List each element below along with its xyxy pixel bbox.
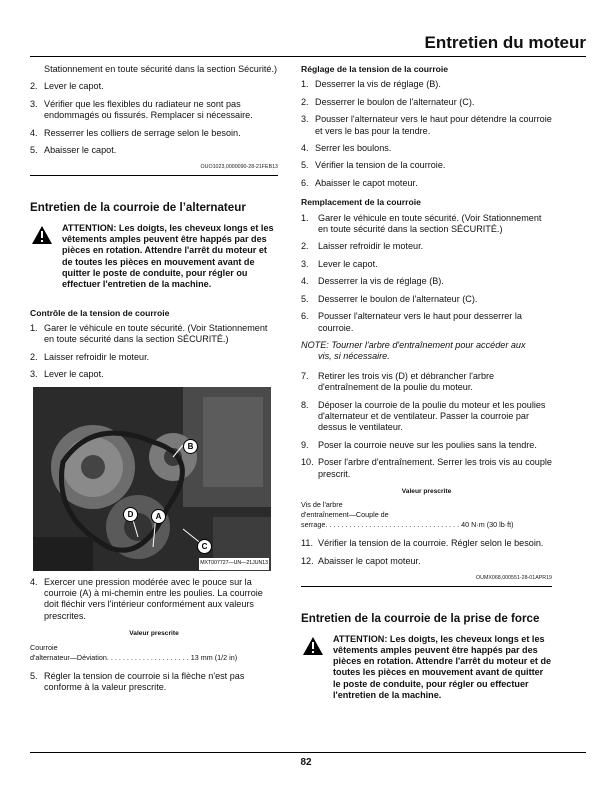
list-item xyxy=(301,97,552,108)
spec-line: d'entraînement—Couple de xyxy=(301,510,389,520)
step-text: Retirer les trois vis (D) et débrancher l'arbre d'entraînement de la poulie du moteur. xyxy=(318,370,495,393)
list-item xyxy=(301,276,552,287)
intro-steps xyxy=(30,81,278,156)
list-item xyxy=(301,213,552,236)
callout-label: D xyxy=(123,507,138,522)
step-4 xyxy=(30,577,278,623)
photo-caption: MXT007727—UN—21JUN13 xyxy=(199,558,269,569)
section-divider xyxy=(30,175,278,176)
step-text: Laisser refroidir le moteur. xyxy=(44,351,150,362)
list-item xyxy=(301,160,552,171)
step-number: 4. xyxy=(301,276,309,287)
step-number: 1. xyxy=(301,212,309,223)
step-text: Poser la courroie neuve sur les poulies sans la tendre. xyxy=(318,439,537,450)
page-title: Entretien du moteur xyxy=(424,33,586,52)
step-number: 3. xyxy=(30,369,38,380)
step-number: 3. xyxy=(30,98,38,109)
spec-line: Vis de l'arbre xyxy=(301,500,343,510)
step-number: 8. xyxy=(301,399,309,410)
list-item xyxy=(30,81,278,92)
step-text: Desserrer le boulon de l'alternateur (C). xyxy=(318,293,478,304)
list-item xyxy=(30,99,278,122)
engine-photo xyxy=(33,387,271,571)
list-item xyxy=(30,145,278,156)
step-text: Exercer une pression modérée avec le pouce sur la courroie (A) à mi-chemin entre les poulies. La courroie doit fléchir vers l'intérieur conformément aux valeurs prescrites. xyxy=(44,576,263,621)
spec-line: Courroie xyxy=(30,642,58,652)
step-number: 4. xyxy=(30,127,38,138)
step-number: 7. xyxy=(301,370,309,381)
list-item xyxy=(30,369,278,380)
list-item xyxy=(301,556,552,567)
page-number: 82 xyxy=(300,757,312,768)
header-rule xyxy=(30,56,586,57)
list-item xyxy=(301,311,552,334)
callout-label: A xyxy=(151,509,166,524)
callout-label: C xyxy=(197,539,212,554)
step-text: Pousser l'alternateur vers le haut pour détendre la courroie et vers le bas pour la tendre. xyxy=(315,114,552,136)
engine-illustration xyxy=(33,387,271,571)
step-text: Vérifier que les flexibles du radiateur ne sont pas endommagés ou fissurés. Remplacer si nécessaire. xyxy=(44,98,253,121)
list-item xyxy=(30,671,278,694)
list-item xyxy=(301,178,552,189)
step-number: 4. xyxy=(301,143,309,154)
spec-line: serrage. . . . . . . . . . . . . . . . . . . . . . . . . . . . . . . . . . 40 N·m (30 lb·ft) xyxy=(301,520,514,530)
warning-block xyxy=(30,223,278,291)
step-text: Serrer les boulons. xyxy=(315,143,392,154)
subheading-tension-adjust: Réglage de la tension de la courroie xyxy=(301,64,449,74)
list-item xyxy=(301,400,552,434)
step-text: Abaisser le capot moteur. xyxy=(318,555,421,566)
step-number: 3. xyxy=(301,258,309,269)
step-text: Abaisser le capot. xyxy=(44,145,117,156)
step-number: 1. xyxy=(301,79,309,90)
list-item xyxy=(301,241,552,252)
reference-code: OUMX068,000551-28-01APR19 xyxy=(476,575,552,582)
step-number: 5. xyxy=(30,670,38,681)
step-text: Garer le véhicule en toute sécurité. (Voir Stationnement en toute sécurité dans la section SÉCURITÉ.) xyxy=(44,323,268,345)
tension-check-steps xyxy=(30,323,278,381)
step-number: 1. xyxy=(30,323,38,334)
step-text: Abaisser le capot moteur. xyxy=(315,177,418,188)
step-number: 5. xyxy=(301,160,309,171)
step-text: Lever le capot. xyxy=(44,369,104,380)
step-number: 9. xyxy=(301,439,309,450)
step-number: 2. xyxy=(301,241,309,252)
footer-rule xyxy=(30,752,586,753)
replacement-steps xyxy=(301,213,552,334)
note-line: vis, si nécessaire. xyxy=(318,351,390,362)
subheading-replacement: Remplacement de la courroie xyxy=(301,197,421,208)
step-text: Vérifier la tension de la courroie. xyxy=(315,160,446,171)
spec-line: d'alternateur—Déviation. . . . . . . . . . . . . . . . . . . . . 13 mm (1/2 in) xyxy=(30,652,238,662)
list-item xyxy=(301,294,552,305)
step-number: 2. xyxy=(30,81,38,92)
list-item xyxy=(301,143,552,154)
step-text: Régler la tension de courroie si la flèche n'est pas conforme à la valeur prescrite. xyxy=(44,670,245,693)
step-number: 5. xyxy=(30,145,38,156)
list-item xyxy=(301,371,552,394)
step-5 xyxy=(30,671,278,694)
list-item xyxy=(301,538,552,549)
step-text: Desserrer le boulon de l'alternateur (C). xyxy=(315,96,475,107)
step-number: 11. xyxy=(301,538,313,549)
step-number: 12. xyxy=(301,555,314,566)
list-item xyxy=(301,457,552,480)
step-text: Pousser l'alternateur vers le haut pour desserrer la courroie. xyxy=(318,311,522,333)
step-number: 4. xyxy=(30,576,38,587)
intro-continuation: Stationnement en toute sécurité dans la section Sécurité.) xyxy=(44,64,278,74)
step-number: 5. xyxy=(301,293,309,304)
tension-adjust-steps xyxy=(301,79,552,189)
step-number: 10. xyxy=(301,457,314,468)
step-text: Resserrer les colliers de serrage selon le besoin. xyxy=(44,127,241,138)
replacement-steps-final xyxy=(301,538,552,567)
step-text: Desserrer la vis de réglage (B). xyxy=(315,79,441,90)
list-item xyxy=(30,352,278,363)
section-title-alternator: Entretien de la courroie de l’alternateur xyxy=(30,200,246,214)
list-item xyxy=(30,128,278,139)
spec-title: Valeur prescrite xyxy=(401,487,452,495)
spec-title: Valeur prescrite xyxy=(129,630,179,638)
list-item xyxy=(30,577,278,623)
step-number: 6. xyxy=(301,177,309,188)
step-text: Desserrer la vis de réglage (B). xyxy=(318,276,444,287)
step-text: Lever le capot. xyxy=(44,81,104,92)
step-text: Garer le véhicule en toute sécurité. (Voir Stationnement en toute sécurité dans la section SÉCURITÉ.) xyxy=(318,212,542,235)
step-number: 3. xyxy=(301,114,309,125)
warning-block xyxy=(301,634,552,702)
list-item xyxy=(301,79,552,90)
step-text: Vérifier la tension de la courroie. Régler selon le besoin. xyxy=(318,538,544,549)
list-item xyxy=(301,114,552,137)
step-number: 6. xyxy=(301,311,309,322)
step-text: Lever le capot. xyxy=(318,258,378,269)
step-text: Déposer la courroie de la poulie du moteur et les poulies d'alternateur et de ventilateur. Passer la courroie par dessus le ventilateur. xyxy=(318,399,546,433)
list-item xyxy=(30,323,278,346)
step-text: Laisser refroidir le moteur. xyxy=(318,241,424,252)
warning-triangle-icon xyxy=(302,636,324,656)
list-item xyxy=(301,259,552,270)
subheading-tension-check: Contrôle de la tension de courroie xyxy=(30,307,170,318)
callout-label: B xyxy=(183,439,198,454)
warning-text: ATTENTION: Les doigts, les cheveux longs et les vêtements amples peuvent être happés par des pièces en rotation. Attendre l'arrêt du moteur et de toutes les pièces en mouvement avant de quitter le poste de conduite, pour régler ou effectuer l'entretien de la machine. xyxy=(333,633,552,701)
right-column xyxy=(301,64,552,701)
warning-triangle-icon xyxy=(31,225,53,245)
section-divider xyxy=(301,586,552,587)
reference-code: OUO1023,0000090-28-21FEB13 xyxy=(200,164,278,171)
note xyxy=(301,340,552,363)
step-number: 2. xyxy=(301,96,309,107)
section-title-pto: Entretien de la courroie de la prise de force xyxy=(301,611,540,625)
note-line: NOTE: Tourner l'arbre d'entraînement pour accéder aux xyxy=(301,339,526,350)
warning-text: ATTENTION: Les doigts, les cheveux longs et les vêtements amples peuvent être happés par des pièces en rotation. Attendre l'arrêt du moteur et de toutes les pièces en mouvement avant de quitter le poste de conduite, pour régler ou effectuer l'entretien de la machine. xyxy=(62,222,274,290)
list-item xyxy=(301,440,552,451)
step-text: Poser l'arbre d'entraînement. Serrer les trois vis au couple prescrit. xyxy=(318,457,552,479)
step-number: 2. xyxy=(30,351,38,362)
left-column xyxy=(30,64,278,700)
replacement-steps-continued xyxy=(301,371,552,480)
